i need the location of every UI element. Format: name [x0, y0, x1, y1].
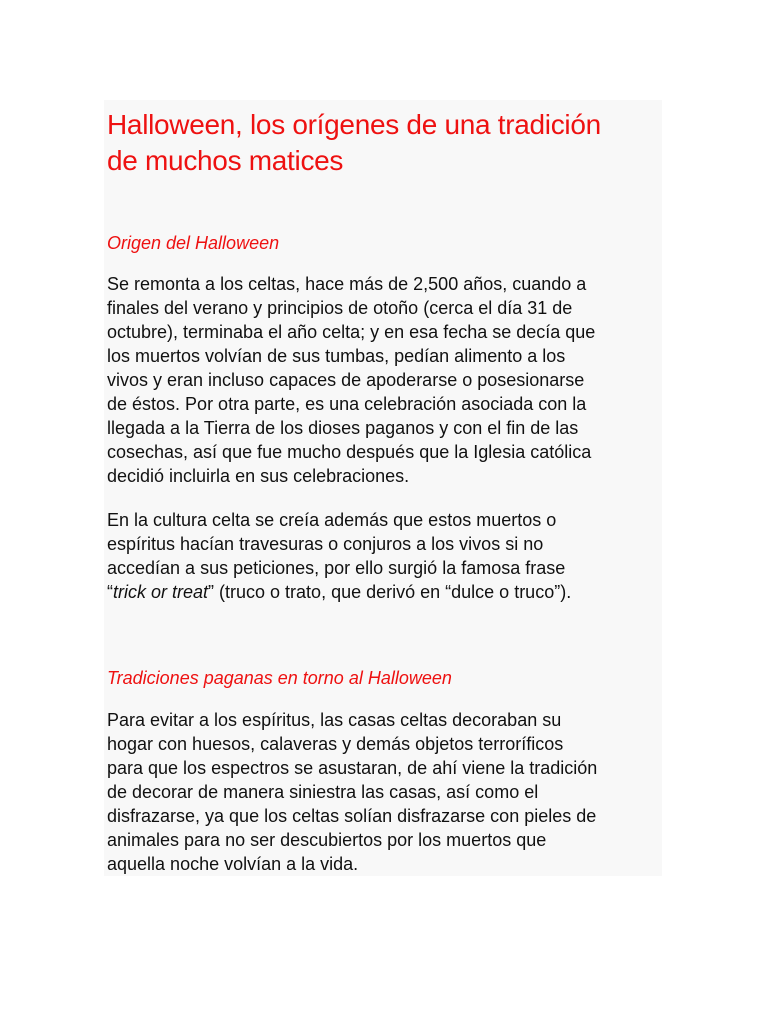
paragraph-line: Para evitar a los espíritus, las casas celtas decoraban su: [107, 710, 562, 730]
paragraph-line: hogar con huesos, calaveras y demás objetos terroríficos: [107, 734, 564, 754]
paragraph-origen: [107, 272, 659, 488]
paragraph-line: accedían a sus peticiones, por ello surgió la famosa frase: [107, 558, 566, 578]
paragraph-line: decidió incluirla en sus celebraciones.: [107, 466, 410, 486]
paragraph-line-with-phrase: [107, 580, 659, 604]
section-heading-tradiciones: Tradiciones paganas en torno al Halloween: [107, 668, 452, 688]
paragraph-line: finales del verano y principios de otoño (cerca el día 31 de: [107, 298, 573, 318]
page-title-line-2: de muchos matices: [107, 145, 344, 176]
open-quote: “: [107, 582, 113, 602]
paragraph-line: para que los espectros se asustaran, de ahí viene la tradición: [107, 758, 598, 778]
paragraph-line: vivos y eran incluso capaces de apoderarse o posesionarse: [107, 370, 585, 390]
document-content-block: [104, 100, 662, 876]
paragraph-line: de decorar de manera siniestra las casas, así como el: [107, 782, 539, 802]
paragraph-tradiciones: [107, 708, 659, 876]
paragraph-line: de éstos. Por otra parte, es una celebración asociada con la: [107, 394, 587, 414]
paragraph-line: llegada a la Tierra de los dioses paganos y con el fin de las: [107, 418, 579, 438]
paragraph-line: disfrazarse, ya que los celtas solían disfrazarse con pieles de: [107, 806, 597, 826]
paragraph-line: cosechas, así que fue mucho después que la Iglesia católica: [107, 442, 592, 462]
paragraph-line: En la cultura celta se creía además que estos muertos o: [107, 510, 557, 530]
section-heading-origen: Origen del Halloween: [107, 233, 280, 253]
phrase-explanation: ” (truco o trato, que derivó en “dulce o truco”).: [208, 582, 572, 602]
paragraph-line: aquella noche volvían a la vida.: [107, 854, 359, 874]
paragraph-line: espíritus hacían travesuras o conjuros a los vivos si no: [107, 534, 544, 554]
paragraph-line: los muertos volvían de sus tumbas, pedían alimento a los: [107, 346, 566, 366]
page-title-line-1: Halloween, los orígenes de una tradición: [107, 109, 601, 140]
paragraph-line: octubre), terminaba el año celta; y en esa fecha se decía que: [107, 322, 596, 342]
paragraph-line: Se remonta a los celtas, hace más de 2,500 años, cuando a: [107, 274, 587, 294]
trick-or-treat-phrase: trick or treat: [113, 582, 209, 602]
paragraph-cultura-celta: [107, 508, 659, 604]
paragraph-line: animales para no ser descubiertos por los muertos que: [107, 830, 547, 850]
page-title: [107, 107, 601, 179]
